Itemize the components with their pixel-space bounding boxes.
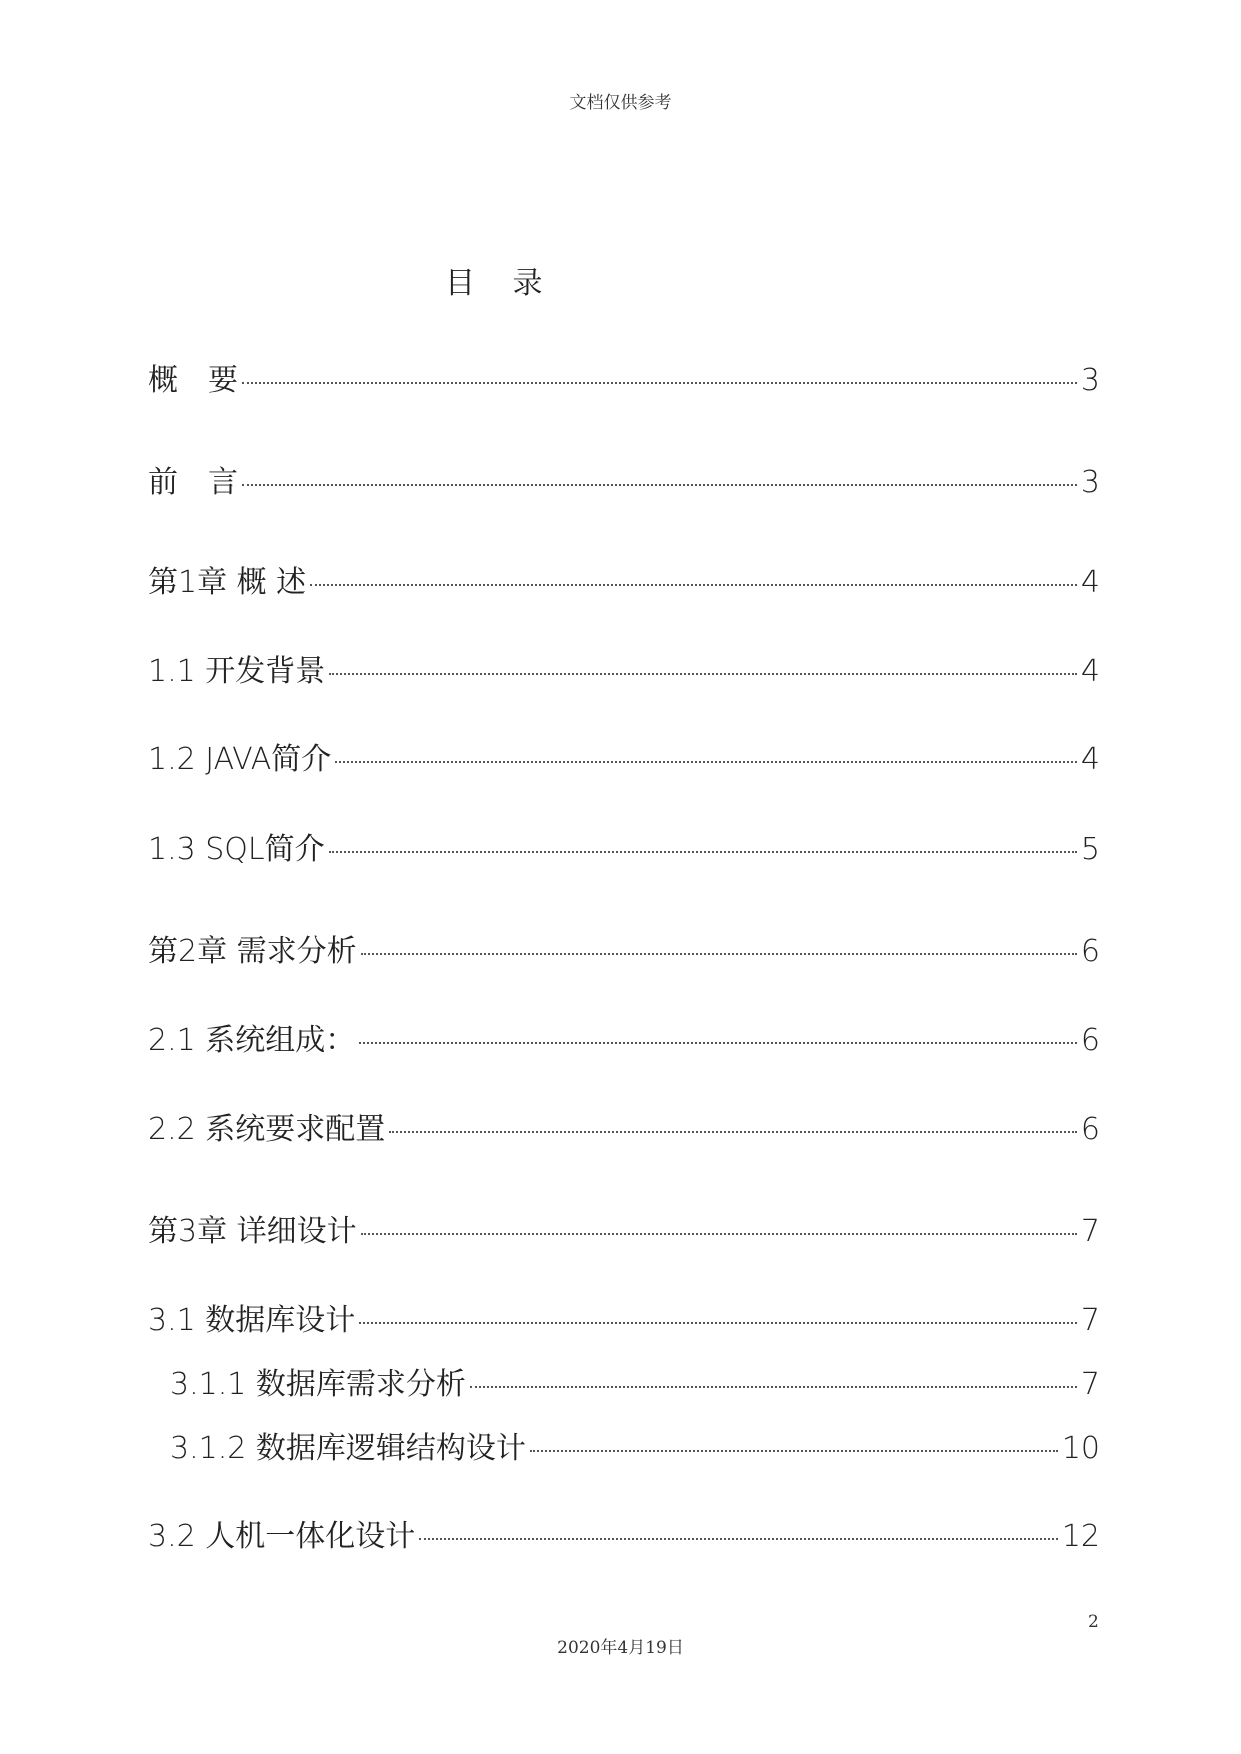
toc-entry[interactable] xyxy=(148,463,1100,503)
toc-leader xyxy=(359,1042,1077,1044)
toc-entry-label: 第1章 概 述 xyxy=(148,565,307,600)
toc-entry[interactable] xyxy=(170,1365,1100,1405)
toc-entry[interactable] xyxy=(148,740,1100,780)
toc-leader xyxy=(329,851,1077,853)
toc-entry-label: 1.3 SQL简介 xyxy=(148,832,325,867)
toc-entry-page: 4 xyxy=(1080,742,1100,777)
toc-entry-page: 6 xyxy=(1080,934,1100,969)
toc-entry-label: 3.1.2 数据库逻辑结构设计 xyxy=(170,1431,526,1466)
toc-entry-page: 6 xyxy=(1080,1023,1100,1058)
toc-entry[interactable] xyxy=(148,1110,1100,1150)
toc-entry[interactable] xyxy=(148,1212,1100,1252)
toc-leader xyxy=(335,761,1077,763)
toc-leader xyxy=(361,953,1077,955)
toc-entry-label: 第2章 需求分析 xyxy=(148,934,357,969)
toc-entry-label: 2.1 系统组成： xyxy=(148,1023,356,1058)
toc-title: 目 录 xyxy=(445,266,557,301)
toc-entry-page: 7 xyxy=(1080,1303,1100,1338)
toc-entry-page: 12 xyxy=(1061,1519,1100,1554)
header-note: 文档仅供参考 xyxy=(569,93,672,113)
toc-entry-page: 3 xyxy=(1080,465,1100,500)
toc-entry-label: 3.2 人机一体化设计 xyxy=(148,1519,416,1554)
toc-entry-label: 第3章 详细设计 xyxy=(148,1214,357,1249)
toc-leader xyxy=(242,484,1077,486)
toc-entry-page: 4 xyxy=(1080,654,1100,689)
toc-entry-page: 7 xyxy=(1080,1214,1100,1249)
toc-entry[interactable] xyxy=(148,1021,1100,1061)
toc-entry[interactable] xyxy=(148,361,1100,401)
toc-entry-page: 4 xyxy=(1080,565,1100,600)
toc-leader xyxy=(530,1450,1058,1452)
toc-entry[interactable] xyxy=(148,1301,1100,1341)
toc-entry[interactable] xyxy=(148,652,1100,692)
toc-leader xyxy=(470,1386,1077,1388)
toc-entry-page: 10 xyxy=(1061,1431,1100,1466)
footer-date: 2020年4月19日 xyxy=(557,1638,684,1658)
toc-entry-label: 2.2 系统要求配置 xyxy=(148,1112,386,1147)
toc-leader xyxy=(329,673,1077,675)
toc-entry[interactable] xyxy=(148,563,1100,603)
toc-entry[interactable] xyxy=(148,830,1100,870)
toc-entry-page: 6 xyxy=(1080,1112,1100,1147)
toc-entry[interactable] xyxy=(170,1429,1100,1469)
toc-entry-label: 3.1.1 数据库需求分析 xyxy=(170,1367,466,1402)
toc-entry-label: 概 要 xyxy=(148,363,238,398)
toc-entry[interactable] xyxy=(148,1517,1100,1557)
toc-leader xyxy=(242,382,1077,384)
toc-entry-label: 1.2 JAVA简介 xyxy=(148,742,332,777)
toc-leader xyxy=(310,584,1077,586)
toc-entry-label: 1.1 开发背景 xyxy=(148,654,326,689)
toc-entry[interactable] xyxy=(148,932,1100,972)
toc-leader xyxy=(359,1322,1077,1324)
toc-entry-page: 5 xyxy=(1080,832,1100,867)
toc-entry-page: 3 xyxy=(1080,363,1100,398)
toc-leader xyxy=(361,1233,1077,1235)
toc-leader xyxy=(419,1538,1058,1540)
toc-leader xyxy=(389,1131,1077,1133)
page-number: 2 xyxy=(1088,1612,1099,1632)
toc-entry-label: 3.1 数据库设计 xyxy=(148,1303,356,1338)
toc-entry-label: 前 言 xyxy=(148,465,238,500)
toc-entry-page: 7 xyxy=(1080,1367,1100,1402)
